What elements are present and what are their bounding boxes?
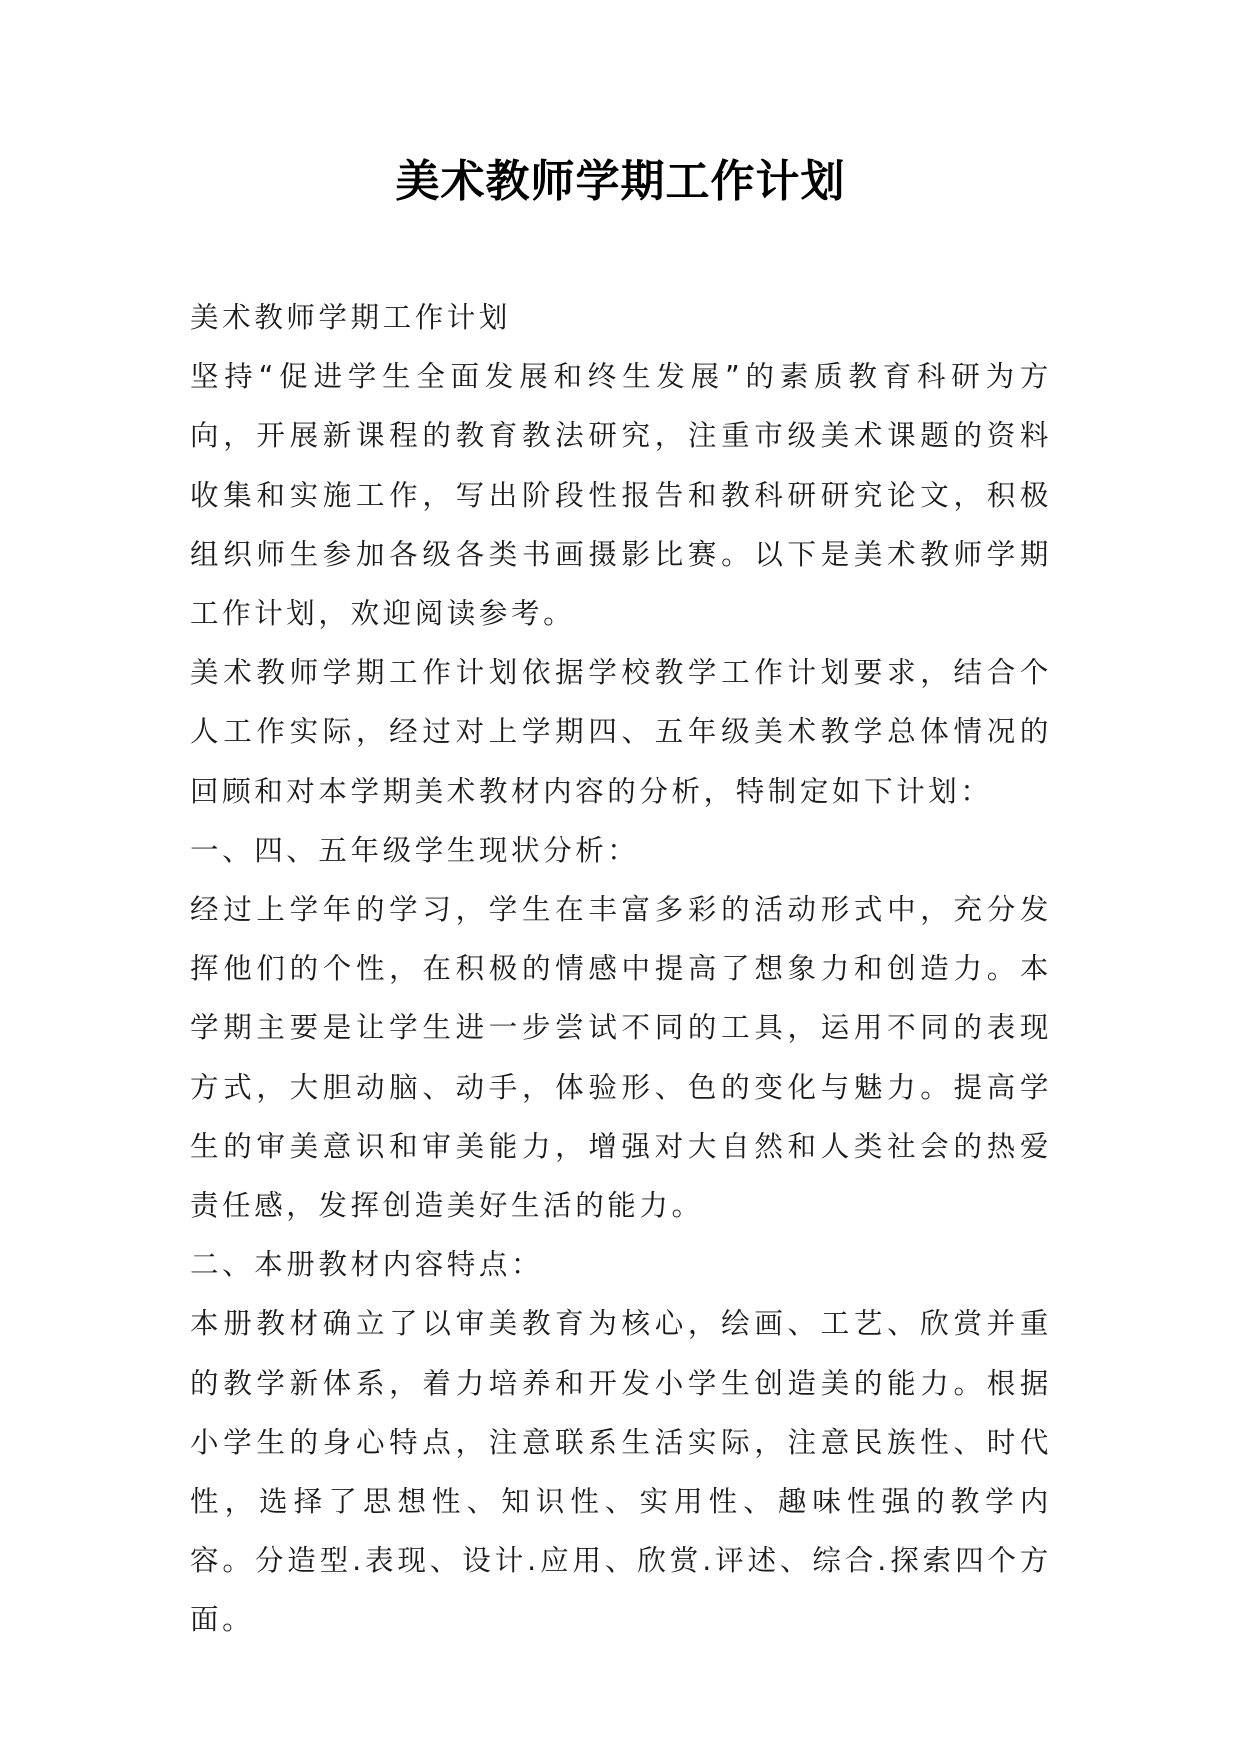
paragraph-plan-basis: 美术教师学期工作计划依据学校教学工作计划要求，结合个人工作实际，经过对上学期四、五年级美术教学总体情况的回顾和对本学期美术教材内容的分析，特制定如下计划： <box>190 656 1052 808</box>
paragraph-subtitle: 美术教师学期工作计划 <box>190 301 512 334</box>
document-body <box>190 288 1052 1650</box>
section-heading-student-analysis: 一、四、五年级学生现状分析： <box>190 833 640 867</box>
document-title: 美术教师学期工作计划 <box>395 156 846 207</box>
paragraph-student-analysis: 经过上学年的学习，学生在丰富多彩的活动形式中，充分发挥他们的个性，在积极的情感中提高了想象力和创造力。本学期主要是让学生进一步尝试不同的工具，运用不同的表现方式，大胆动脑、动手，体验形、色的变化与魅力。提高学生的审美意识和审美能力，增强对大自然和人类社会的热爱责任感，发挥创造美好生活的能力。 <box>190 893 1052 1223</box>
paragraph-textbook-features: 本册教材确立了以审美教育为核心，绘画、工艺、欣赏并重的教学新体系，着力培养和开发小学生创造美的能力。根据小学生的身心特点，注意联系生活实际，注意民族性、时代性，选择了思想性、知识性、实用性、趣味性强的教学内容。分造型.表现、设计.应用、欣赏.评述、综合.探索四个方面。 <box>190 1307 1052 1637</box>
paragraph-intro: 坚持“促进学生全面发展和终生发展”的素质教育科研为方向，开展新课程的教育教法研究，注重市级美术课题的资料收集和实施工作，写出阶段性报告和教科研研究论文，积极组织师生参加各级各类书画摄影比赛。以下是美术教师学期工作计划，欢迎阅读参考。 <box>190 360 1052 631</box>
section-heading-textbook-features: 二、本册教材内容特点： <box>190 1248 544 1282</box>
